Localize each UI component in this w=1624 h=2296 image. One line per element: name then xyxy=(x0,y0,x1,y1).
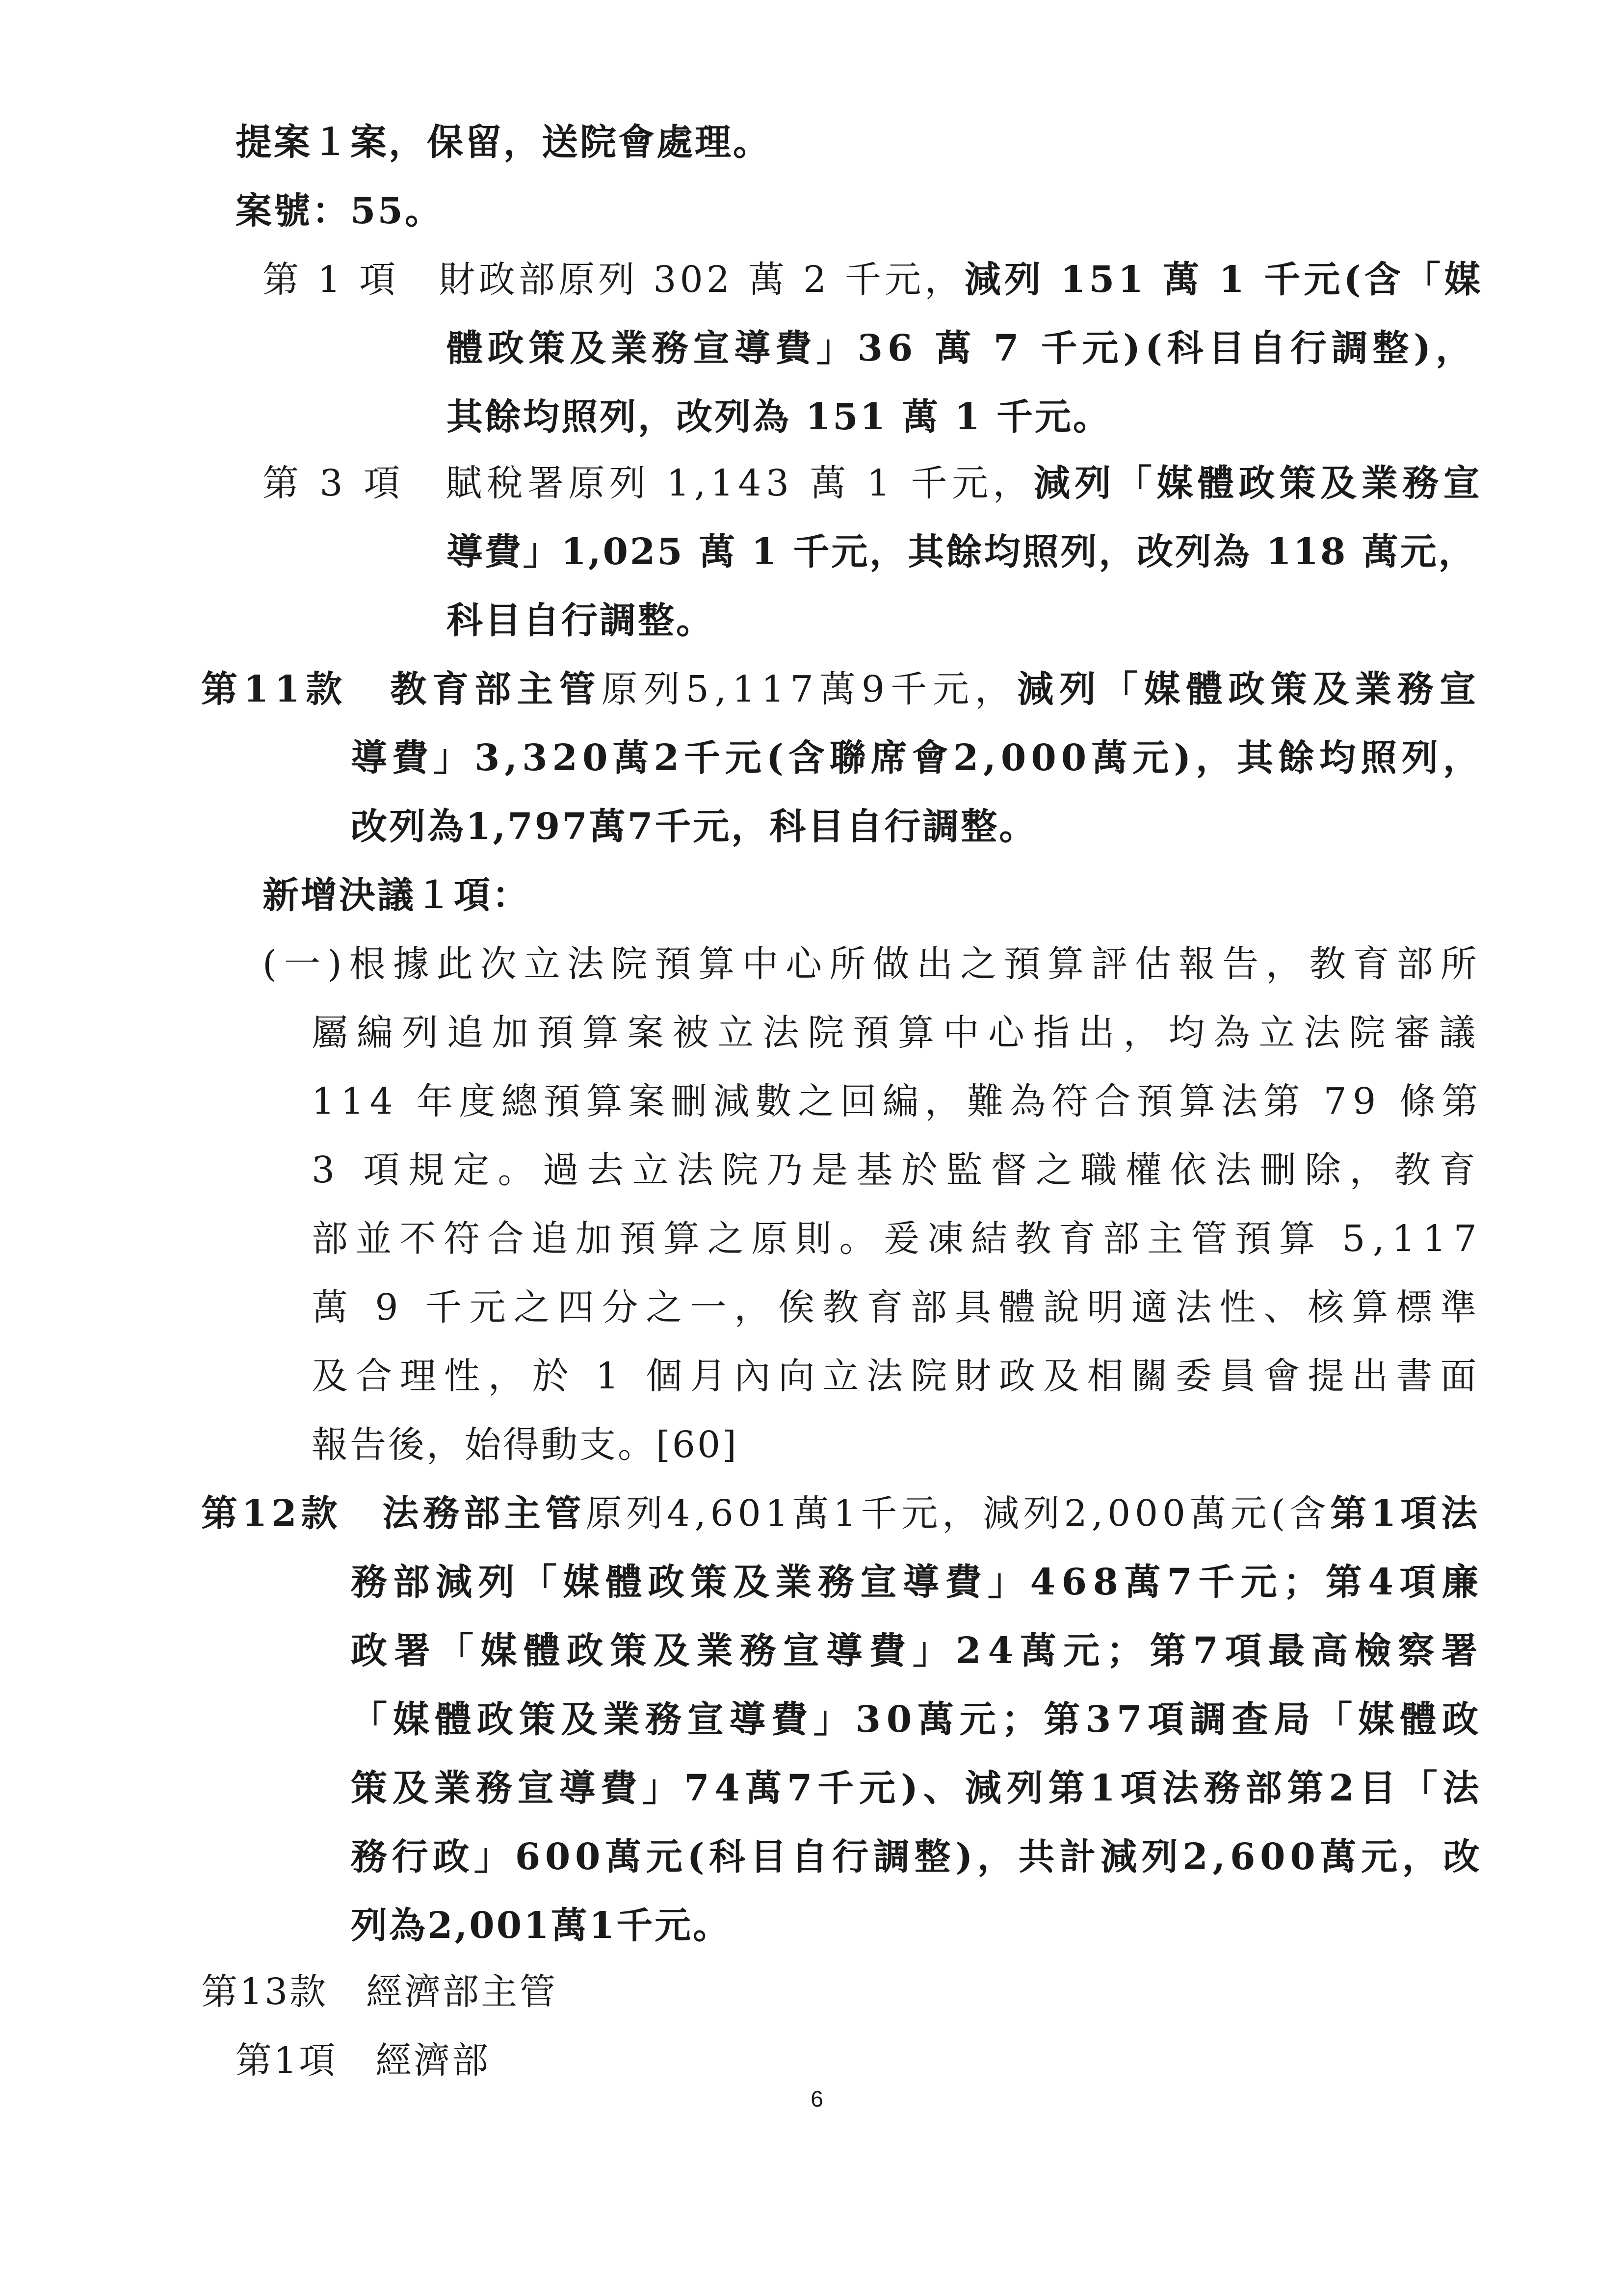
text-line xyxy=(312,1352,1484,1401)
text-segment: 第13款 經濟部主管 xyxy=(201,1971,558,2013)
text-line xyxy=(351,1695,1484,1744)
text-line xyxy=(351,1558,1484,1607)
text-line xyxy=(351,1764,1484,1813)
text-segment: 策及業務宣導費」74萬7千元)、減列第1項法務部第2目「法 xyxy=(351,1767,1485,1809)
text-segment: 改列為1,797萬7千元，科目自行調整。 xyxy=(351,806,1038,848)
text-segment: 新增決議１項： xyxy=(262,874,530,916)
text-line xyxy=(446,324,1477,373)
text-segment: 減列「媒體政策及業務宣 xyxy=(1033,462,1485,504)
text-segment: 減列「媒體政策及業務宣 xyxy=(1017,668,1482,710)
text-segment: 部並不符合追加預算之原則。爰凍結教育部主管預算 5,117 xyxy=(312,1218,1485,1260)
text-segment: 第 3 項 賦稅署原列 1,143 萬 1 千元， xyxy=(262,462,1034,504)
text-segment: 導費」1,025 萬 1 千元，其餘均照列，改列為 118 萬元， xyxy=(446,531,1477,573)
text-segment: 務部減列「媒體政策及業務宣導費」468萬7千元；第4項廉 xyxy=(351,1561,1485,1603)
text-line xyxy=(446,527,1477,576)
text-line xyxy=(236,2036,490,2085)
text-segment: 及合理性，於 1 個月內向立法院財政及相關委員會提出書面 xyxy=(312,1355,1485,1397)
text-segment: (一)根據此次立法院預算中心所做出之預算評估報告，教育部所 xyxy=(262,943,1484,985)
text-segment: 案號：55。 xyxy=(236,190,443,232)
text-segment: 科目自行調整。 xyxy=(446,600,714,642)
text-segment: 減列 151 萬 1 千元(含「媒 xyxy=(964,259,1484,301)
text-line xyxy=(262,871,530,920)
text-segment: 第1項 經濟部 xyxy=(236,2039,491,2082)
text-line xyxy=(201,1967,557,2016)
text-segment: 第1項法 xyxy=(1330,1492,1482,1535)
text-line xyxy=(201,665,1482,714)
text-line xyxy=(446,392,1111,442)
text-line xyxy=(236,186,443,235)
text-line xyxy=(351,1901,731,1950)
text-line xyxy=(351,733,1484,783)
text-line xyxy=(312,1008,1484,1057)
text-line xyxy=(236,118,771,167)
text-segment: 體政策及業務宣導費」36 萬 7 千元)(科目自行調整)， xyxy=(446,327,1477,369)
text-segment: 導費」3,320萬2千元(含聯席會2,000萬元)，其餘均照列， xyxy=(351,737,1484,779)
text-line xyxy=(312,1077,1484,1126)
text-line xyxy=(446,596,714,645)
text-segment: 萬 9 千元之四分之一，俟教育部具體說明適法性、核算標準 xyxy=(312,1286,1485,1329)
text-segment: 提案１案，保留，送院會處理。 xyxy=(236,121,771,163)
text-segment: 第11款 教育部主管 xyxy=(201,668,602,710)
text-line xyxy=(351,1832,1484,1881)
text-segment: 原列4,601萬1千元，減列2,000萬元(含 xyxy=(585,1492,1331,1535)
text-segment: 第 1 項 財政部原列 302 萬 2 千元， xyxy=(262,259,965,301)
text-line xyxy=(312,1214,1484,1263)
text-segment: 政署「媒體政策及業務宣導費」24萬元；第7項最高檢察署 xyxy=(351,1630,1485,1672)
text-line xyxy=(262,939,1484,989)
text-segment: 114 年度總預算案刪減數之回編，難為符合預算法第 79 條第 xyxy=(312,1080,1484,1122)
text-line xyxy=(262,255,1484,304)
text-line xyxy=(351,1626,1484,1675)
text-segment: 列為2,001萬1千元。 xyxy=(351,1905,732,1947)
text-segment: 原列5,117萬9千元， xyxy=(601,668,1018,710)
text-line xyxy=(351,802,1037,851)
text-line xyxy=(312,1146,1484,1195)
text-segment: 3 項規定。過去立法院乃是基於監督之職權依法刪除，教育 xyxy=(312,1149,1484,1191)
text-segment: 「媒體政策及業務宣導費」30萬元；第37項調查局「媒體政 xyxy=(351,1698,1484,1741)
text-line xyxy=(262,459,1484,508)
page-number: 6 xyxy=(811,2086,823,2112)
text-line xyxy=(201,1489,1482,1538)
text-line xyxy=(312,1420,738,1469)
text-segment: 屬編列追加預算案被立法院預算中心指出，均為立法院審議 xyxy=(312,1012,1484,1054)
text-segment: 第12款 法務部主管 xyxy=(201,1492,586,1535)
text-segment: 其餘均照列，改列為 151 萬 1 千元。 xyxy=(446,396,1112,438)
text-segment: 務行政」600萬元(科目自行調整)，共計減列2,600萬元，改 xyxy=(351,1836,1485,1878)
text-segment: 報告後，始得動支。[60] xyxy=(312,1424,738,1466)
text-line xyxy=(312,1283,1484,1332)
